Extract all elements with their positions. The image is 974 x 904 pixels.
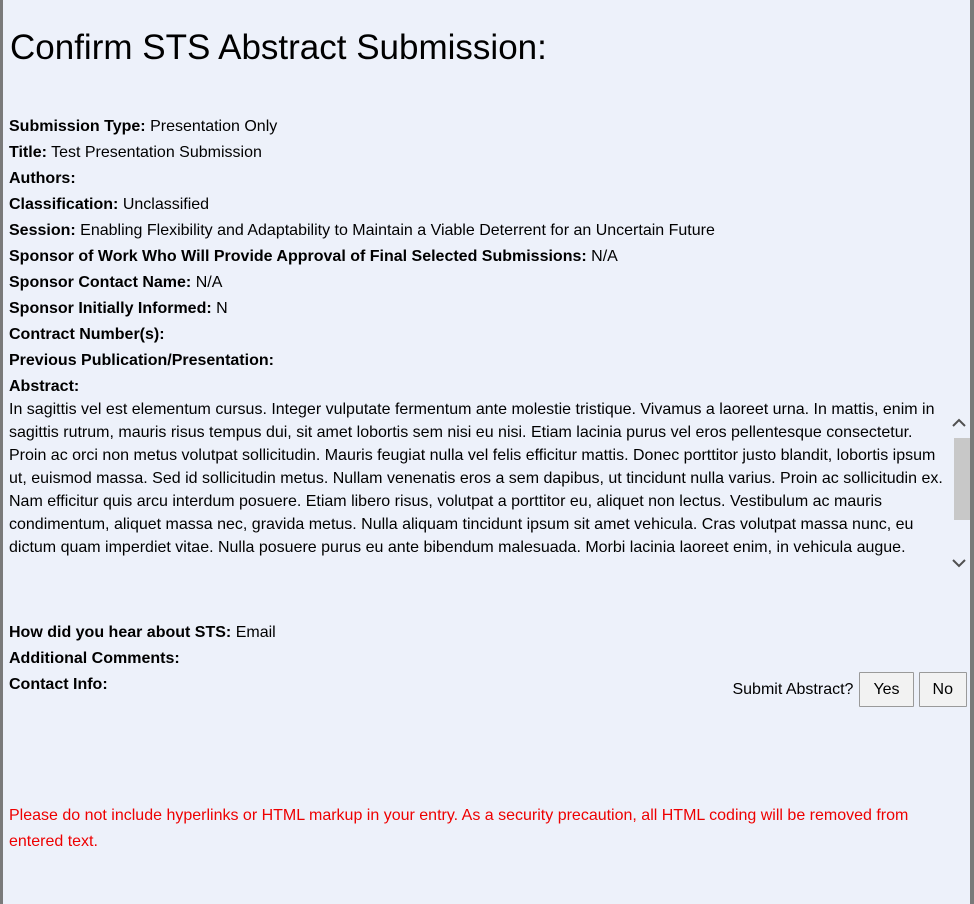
field-value: Enabling Flexibility and Adaptability to Maintain a Viable Deterrent for an Uncertain Future	[80, 222, 715, 239]
field-sponsor-informed	[9, 296, 715, 322]
field-value: Test Presentation Submission	[51, 144, 262, 161]
field-session	[9, 218, 715, 244]
field-sponsor-contact	[9, 270, 715, 296]
field-authors	[9, 166, 715, 192]
field-label: Submission Type:	[9, 118, 146, 135]
field-title	[9, 140, 715, 166]
field-sponsor	[9, 244, 715, 270]
field-contract-numbers	[9, 322, 715, 348]
submit-controls	[732, 672, 967, 707]
field-value: N	[216, 300, 228, 317]
field-contact-info	[9, 672, 276, 698]
abstract-scrollbar[interactable]	[948, 398, 970, 620]
field-how-heard	[9, 620, 276, 646]
chevron-down-icon[interactable]	[948, 552, 970, 574]
chevron-up-icon[interactable]	[948, 412, 970, 434]
scrollbar-thumb[interactable]	[954, 438, 970, 520]
security-notice: Please do not include hyperlinks or HTML markup in your entry. As a security precaution, all HTML coding will be removed from entered text.	[9, 807, 909, 850]
field-label: How did you hear about STS:	[9, 624, 232, 641]
field-label: Classification:	[9, 196, 119, 213]
field-label: Contract Number(s):	[9, 326, 165, 343]
page-title: Confirm STS Abstract Submission:	[10, 28, 547, 67]
field-value: N/A	[195, 274, 223, 291]
field-label: Abstract:	[9, 378, 80, 395]
field-label: Additional Comments:	[9, 650, 180, 667]
field-classification	[9, 192, 715, 218]
confirmation-panel	[3, 0, 970, 904]
field-label: Title:	[9, 144, 47, 161]
additional-details	[9, 620, 276, 698]
submit-prompt: Submit Abstract?	[732, 680, 854, 698]
field-additional-comments	[9, 646, 276, 672]
abstract-text: In sagittis vel est elementum cursus. Integer vulputate fermentum ante molestie tristique. Vivamus a laoreet urna. In mattis, enim in sagittis rutrum, mauris risus tempus dui, sit amet lobortis sem nisi eu nisi. Etiam lacinia purus vel eros pellentesque consectetur. Proin ac orci non metus volutpat sollicitudin. Mauris feugiat nulla vel felis efficitur mattis. Donec porttitor justo blandit, lobortis ipsum ut, euismod massa. Sed id sollicitudin metus. Nullam venenatis eros a sem dapibus, ut tincidunt nulla varius. Proin ac sollicitudin ex. Nam efficitur quis arcu interdum posuere. Etiam libero risus, volutpat a porttitor eu, aliquet non lectus. Vestibulum ac mauris condimentum, aliquet massa nec, gravida metus. Nulla aliquam tincidunt ipsum sit amet vehicula. Cras volutpat massa nunc, eu dictum quam imperdiet vitae. Nulla posuere purus eu ante bibendum malesuada. Morbi lacinia laoreet enim, in vehicula augue.	[9, 401, 943, 556]
field-previous-publication	[9, 348, 715, 374]
submission-details	[9, 114, 715, 400]
field-abstract	[9, 374, 715, 400]
field-label: Sponsor of Work Who Will Provide Approval of Final Selected Submissions:	[9, 248, 587, 265]
field-submission-type	[9, 114, 715, 140]
no-button[interactable]: No	[919, 672, 967, 707]
field-label: Session:	[9, 222, 76, 239]
field-value: N/A	[591, 248, 618, 265]
yes-button[interactable]: Yes	[859, 672, 913, 707]
field-label: Sponsor Contact Name:	[9, 274, 192, 291]
field-label: Previous Publication/Presentation:	[9, 352, 274, 369]
abstract-text-area[interactable]	[8, 398, 970, 620]
field-label: Sponsor Initially Informed:	[9, 300, 212, 317]
field-label: Contact Info:	[9, 676, 108, 693]
field-value: Email	[235, 624, 276, 641]
field-value: Presentation Only	[150, 118, 278, 135]
field-label: Authors:	[9, 170, 76, 187]
field-value: Unclassified	[122, 196, 210, 213]
